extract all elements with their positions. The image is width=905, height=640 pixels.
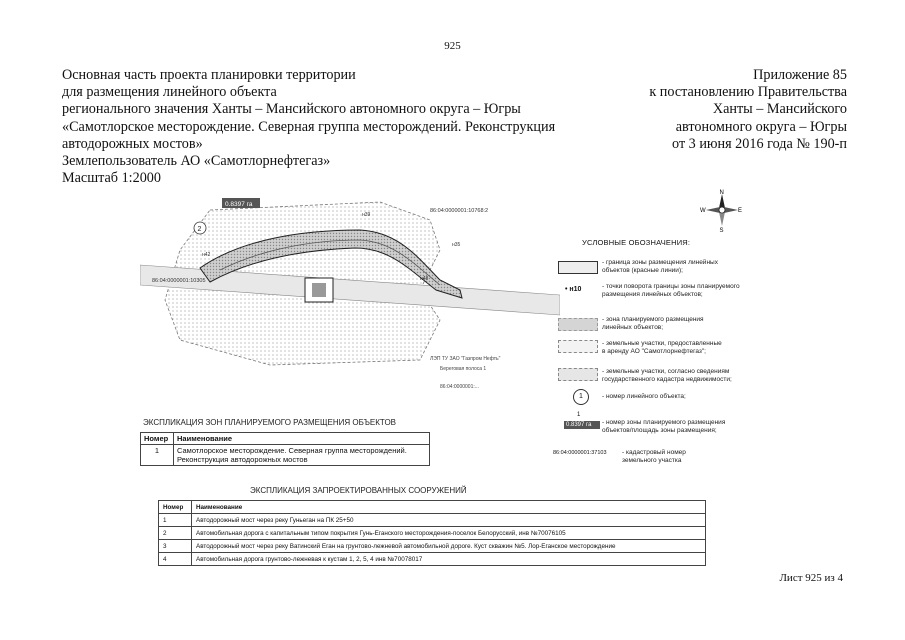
bottom-label: Береговая полоса 1 (440, 366, 487, 372)
legend-symbol-zone-area: 0.8397 га (564, 421, 600, 429)
compass-w: W (700, 208, 706, 214)
row-name: Автодорожный мост через реку Гуньеган на ПК 25+50 (192, 514, 706, 527)
legend-symbol-point: • н10 (565, 286, 582, 293)
explication2-table (158, 500, 706, 566)
bottom-label: ЛЭП ТУ ЗАО "Газпром Нефть" (430, 356, 501, 362)
row-number: 1 (159, 514, 192, 527)
legend-item: - точки поворота границы зоны планируемого размещения линейных объектов; (602, 283, 740, 298)
landowner-line: Землепользователь АО «Самотлорнефтегаз» (62, 153, 331, 170)
legend-symbol-zone (558, 318, 598, 331)
point-label: н42 (202, 252, 211, 258)
legend-item: - номер зоны планируемого размещения объектов/площадь зоны размещения; (602, 419, 726, 434)
table-row (159, 514, 706, 527)
appendix-line: Ханты – Мансийского (712, 101, 847, 118)
table-row (159, 527, 706, 540)
legend-item: - номер линейного объекта; (602, 393, 686, 400)
header-line: регионального значения Ханты – Мансийского автономного округа – Югры (62, 101, 521, 118)
table-row (159, 540, 706, 553)
plan-map (140, 190, 560, 400)
header-line: для размещения линейного объекта (62, 84, 277, 101)
row-name: Автомобильная дорога с капитальным типом покрытия Гунь-Еганского месторождения-поселок Белорусский, инв №70076105 (192, 527, 706, 540)
header-line: автодорожных мостов» (62, 135, 203, 152)
column-header: Номер (141, 433, 174, 445)
page-number: 925 (444, 40, 461, 52)
column-header: Наименование (192, 501, 706, 514)
header-line: Основная часть проекта планировки территории (62, 67, 356, 83)
legend-item: - зона планируемого размещения линейных объектов; (602, 316, 704, 331)
legend-item: - земельные участки, согласно сведениям государственного кадастра недвижимости; (602, 368, 732, 383)
row-number: 4 (159, 553, 192, 566)
header-line: «Самотлорское месторождение. Северная группа месторождений. Реконструкция (62, 118, 556, 135)
row-number: 3 (159, 540, 192, 553)
point-label: н48 (420, 276, 429, 282)
column-header: Наименование (174, 433, 430, 445)
row-name: Автодорожный мост через реку Ватинский Еган на грунтово-лежневой автомобильной дороге. Куст скважин №5. Лор-Еганское месторождение (192, 540, 706, 553)
legend-symbol-lease (558, 340, 598, 353)
legend-symbol-zone-top: 1 (577, 412, 581, 418)
parcel-label: 86:04:0000001:... (440, 384, 479, 390)
legend-title: УСЛОВНЫЕ ОБОЗНАЧЕНИЯ: (582, 238, 691, 247)
right-header (527, 67, 847, 153)
point-label: н39 (362, 212, 371, 218)
point-label: н35 (452, 242, 461, 248)
compass-n: N (719, 190, 724, 196)
parcel-label: 86:04:0000001:10768:2 (430, 208, 489, 214)
legend-item: - граница зоны размещения линейных объектов (красные линии); (602, 259, 718, 274)
compass-icon (700, 188, 744, 232)
legend-symbol-boundary (558, 261, 598, 274)
legend-symbol-cadastre (558, 368, 598, 381)
appendix-line: Приложение 85 (753, 67, 847, 83)
sheet-label: Лист 925 из 4 (779, 572, 843, 584)
legend-symbol-object-number: 1 (573, 389, 589, 405)
explication1-title: ЭКСПЛИКАЦИЯ ЗОН ПЛАНИРУЕМОГО РАЗМЕЩЕНИЯ ОБЪЕКТОВ (143, 418, 396, 427)
table-row (159, 553, 706, 566)
row-number: 2 (159, 527, 192, 540)
legend-symbol-cadastral: 86:04:0000001:37103 (553, 450, 607, 456)
table-row (141, 445, 430, 466)
zone-area-label: 0.8397 га (225, 201, 253, 208)
column-header: Номер (159, 501, 192, 514)
explication1-table (140, 432, 430, 466)
compass-s: S (719, 228, 724, 232)
appendix-date: от 3 июня 2016 года № 190-п (672, 135, 847, 152)
scale-line: Масштаб 1:2000 (62, 170, 161, 187)
row-name: Автомобильная дорога грунтово-лежневая к кустам 1, 2, 5, 4 инв №70078017 (192, 553, 706, 566)
appendix-line: автономного округа – Югры (675, 118, 847, 135)
legend-item: - земельные участки, предоставленные в аренду АО "Самотлорнефтегаз"; (602, 340, 722, 355)
explication2-title: ЭКСПЛИКАЦИЯ ЗАПРОЕКТИРОВАННЫХ СООРУЖЕНИЙ (250, 486, 467, 495)
appendix-line: к постановлению Правительства (649, 84, 847, 101)
zone-number: 2 (197, 226, 202, 233)
legend-item: - кадастровый номер земельного участка (622, 449, 686, 464)
compass-e: E (738, 208, 743, 214)
row-name: Самотлорское месторождение. Северная группа месторождений. Реконструкция автодорожных мостов (174, 445, 430, 466)
row-number: 1 (141, 445, 174, 466)
parcel-label: 86:04:0000001:10305 (152, 278, 206, 284)
